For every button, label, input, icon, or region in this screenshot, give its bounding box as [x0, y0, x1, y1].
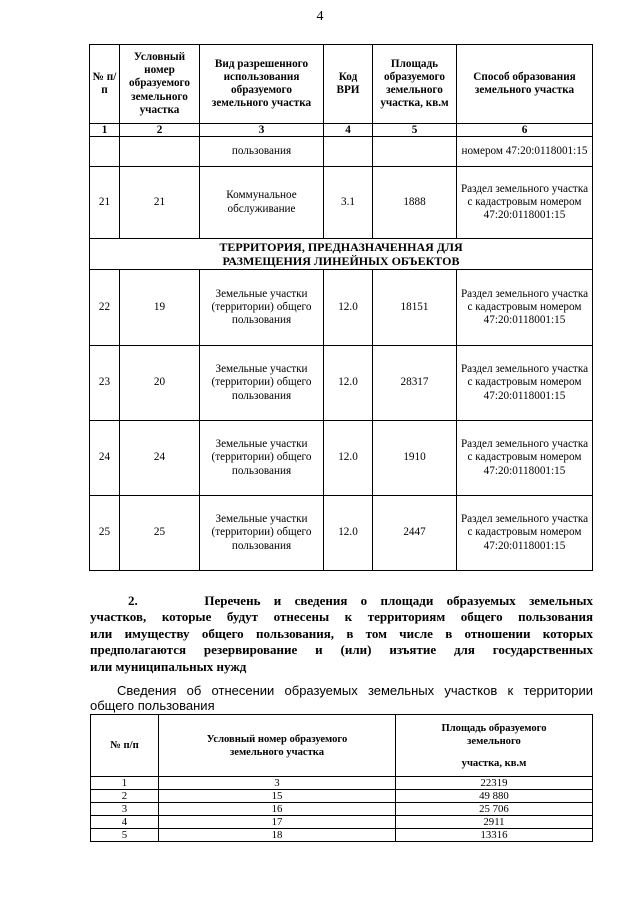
cell-code: 12.0 [324, 496, 373, 571]
cell-plot-number: 3 [159, 777, 396, 790]
cell-area: 18151 [373, 270, 457, 346]
cell-use: Земельные участки (территории) общего пользования [200, 421, 324, 496]
cell-method: Раздел земельного участка с кадастровым номером 47:20:0118001:15 [457, 346, 593, 421]
cell-plot-number: 20 [120, 346, 200, 421]
land-plots-table [89, 44, 593, 571]
header-cell: Вид разрешенного использования образуемого земельного участка [200, 45, 324, 124]
header-cell: Код ВРИ [324, 45, 373, 124]
cell-index: 4 [91, 816, 159, 829]
heading-line: участков, которые будут отнесены к территориям общего пользования [90, 609, 593, 625]
column-number: 4 [324, 124, 373, 137]
table-row [90, 137, 593, 167]
cell-index: 2 [91, 790, 159, 803]
section-row [90, 239, 593, 270]
table-row [91, 777, 593, 790]
table-row [91, 790, 593, 803]
cell-method: Раздел земельного участка с кадастровым номером 47:20:0118001:15 [457, 270, 593, 346]
header-cell: Площадь образуемого земельного участка, кв.м [373, 45, 457, 124]
table-header-row [91, 715, 593, 777]
column-number: 5 [373, 124, 457, 137]
header-cell: Условный номер образуемого земельного участка [159, 715, 396, 777]
page-number: 4 [316, 9, 324, 24]
cell-code: 3.1 [324, 167, 373, 239]
cell-code: 12.0 [324, 270, 373, 346]
cell-area: 1910 [373, 421, 457, 496]
heading-line: или муниципальных нужд [90, 658, 247, 674]
header-cell: Условный номер образуемого земельного участка [120, 45, 200, 124]
cell-index: 1 [91, 777, 159, 790]
heading-line: 2. Перечень и сведения о площади образуемых земельных [128, 593, 593, 608]
cell-code: 12.0 [324, 346, 373, 421]
intro-line: Сведения об отнесении образуемых земельных участков к территории [117, 683, 593, 698]
header-cell: № п/п [90, 45, 120, 124]
table-row [90, 167, 593, 239]
cell-code: 12.0 [324, 421, 373, 496]
section-2-heading [90, 593, 593, 675]
cell-plot-number: 15 [159, 790, 396, 803]
cell-area: 2911 [396, 816, 593, 829]
column-number: 6 [457, 124, 593, 137]
cell-index: 3 [91, 803, 159, 816]
cell-use: Земельные участки (территории) общего пользования [200, 496, 324, 571]
table-row [90, 421, 593, 496]
table-row [91, 816, 593, 829]
cell-method: Раздел земельного участка с кадастровым номером 47:20:0118001:15 [457, 167, 593, 239]
table-row [91, 803, 593, 816]
table-row [90, 270, 593, 346]
cell-method: Раздел земельного участка с кадастровым номером 47:20:0118001:15 [457, 421, 593, 496]
cell-index: 21 [90, 167, 120, 239]
table-header-row [90, 45, 593, 124]
cell-area: 1888 [373, 167, 457, 239]
header-cell: Способ образования земельного участка [457, 45, 593, 124]
heading-line: предполагаются резервирование и (или) изъятие для государственных [90, 642, 593, 658]
cell-area: 13316 [396, 829, 593, 842]
cell-area: 25 706 [396, 803, 593, 816]
cell-use: Земельные участки (территории) общего пользования [200, 270, 324, 346]
cell-plot-number: 19 [120, 270, 200, 346]
column-number: 2 [120, 124, 200, 137]
cell-plot-number: 16 [159, 803, 396, 816]
cell-index: 25 [90, 496, 120, 571]
header-cell: Площадь образуемого земельного участка, кв.м [396, 715, 593, 777]
table-row [91, 829, 593, 842]
table-row [90, 346, 593, 421]
cell-plot-number: 21 [120, 167, 200, 239]
cell-index: 22 [90, 270, 120, 346]
cell-method: номером 47:20:0118001:15 [457, 137, 593, 167]
section-title: ТЕРРИТОРИЯ, ПРЕДНАЗНАЧЕННАЯ ДЛЯ РАЗМЕЩЕНИЯ ЛИНЕЙНЫХ ОБЪЕКТОВ [90, 239, 593, 270]
public-territory-table [90, 714, 593, 842]
cell-plot-number: 18 [159, 829, 396, 842]
column-number: 3 [200, 124, 324, 137]
cell-area: 49 880 [396, 790, 593, 803]
cell-area: 2447 [373, 496, 457, 571]
cell-use: пользования [200, 137, 324, 167]
heading-line: или имуществу общего пользования, в том числе в отношении которых [90, 625, 593, 641]
cell-area: 22319 [396, 777, 593, 790]
table-row [90, 496, 593, 571]
intro-line: общего пользования [90, 698, 215, 713]
cell-plot-number: 24 [120, 421, 200, 496]
section-2-intro [90, 683, 593, 713]
cell-index: 23 [90, 346, 120, 421]
cell-index: 5 [91, 829, 159, 842]
section-number: 2. [128, 593, 138, 608]
cell-use: Земельные участки (территории) общего пользования [200, 346, 324, 421]
cell-plot-number: 25 [120, 496, 200, 571]
cell-use: Коммунальное обслуживание [200, 167, 324, 239]
cell-method: Раздел земельного участка с кадастровым номером 47:20:0118001:15 [457, 496, 593, 571]
cell-area: 28317 [373, 346, 457, 421]
cell-index: 24 [90, 421, 120, 496]
column-number-row [90, 124, 593, 137]
cell-plot-number: 17 [159, 816, 396, 829]
header-cell: № п/п [91, 715, 159, 777]
column-number: 1 [90, 124, 120, 137]
